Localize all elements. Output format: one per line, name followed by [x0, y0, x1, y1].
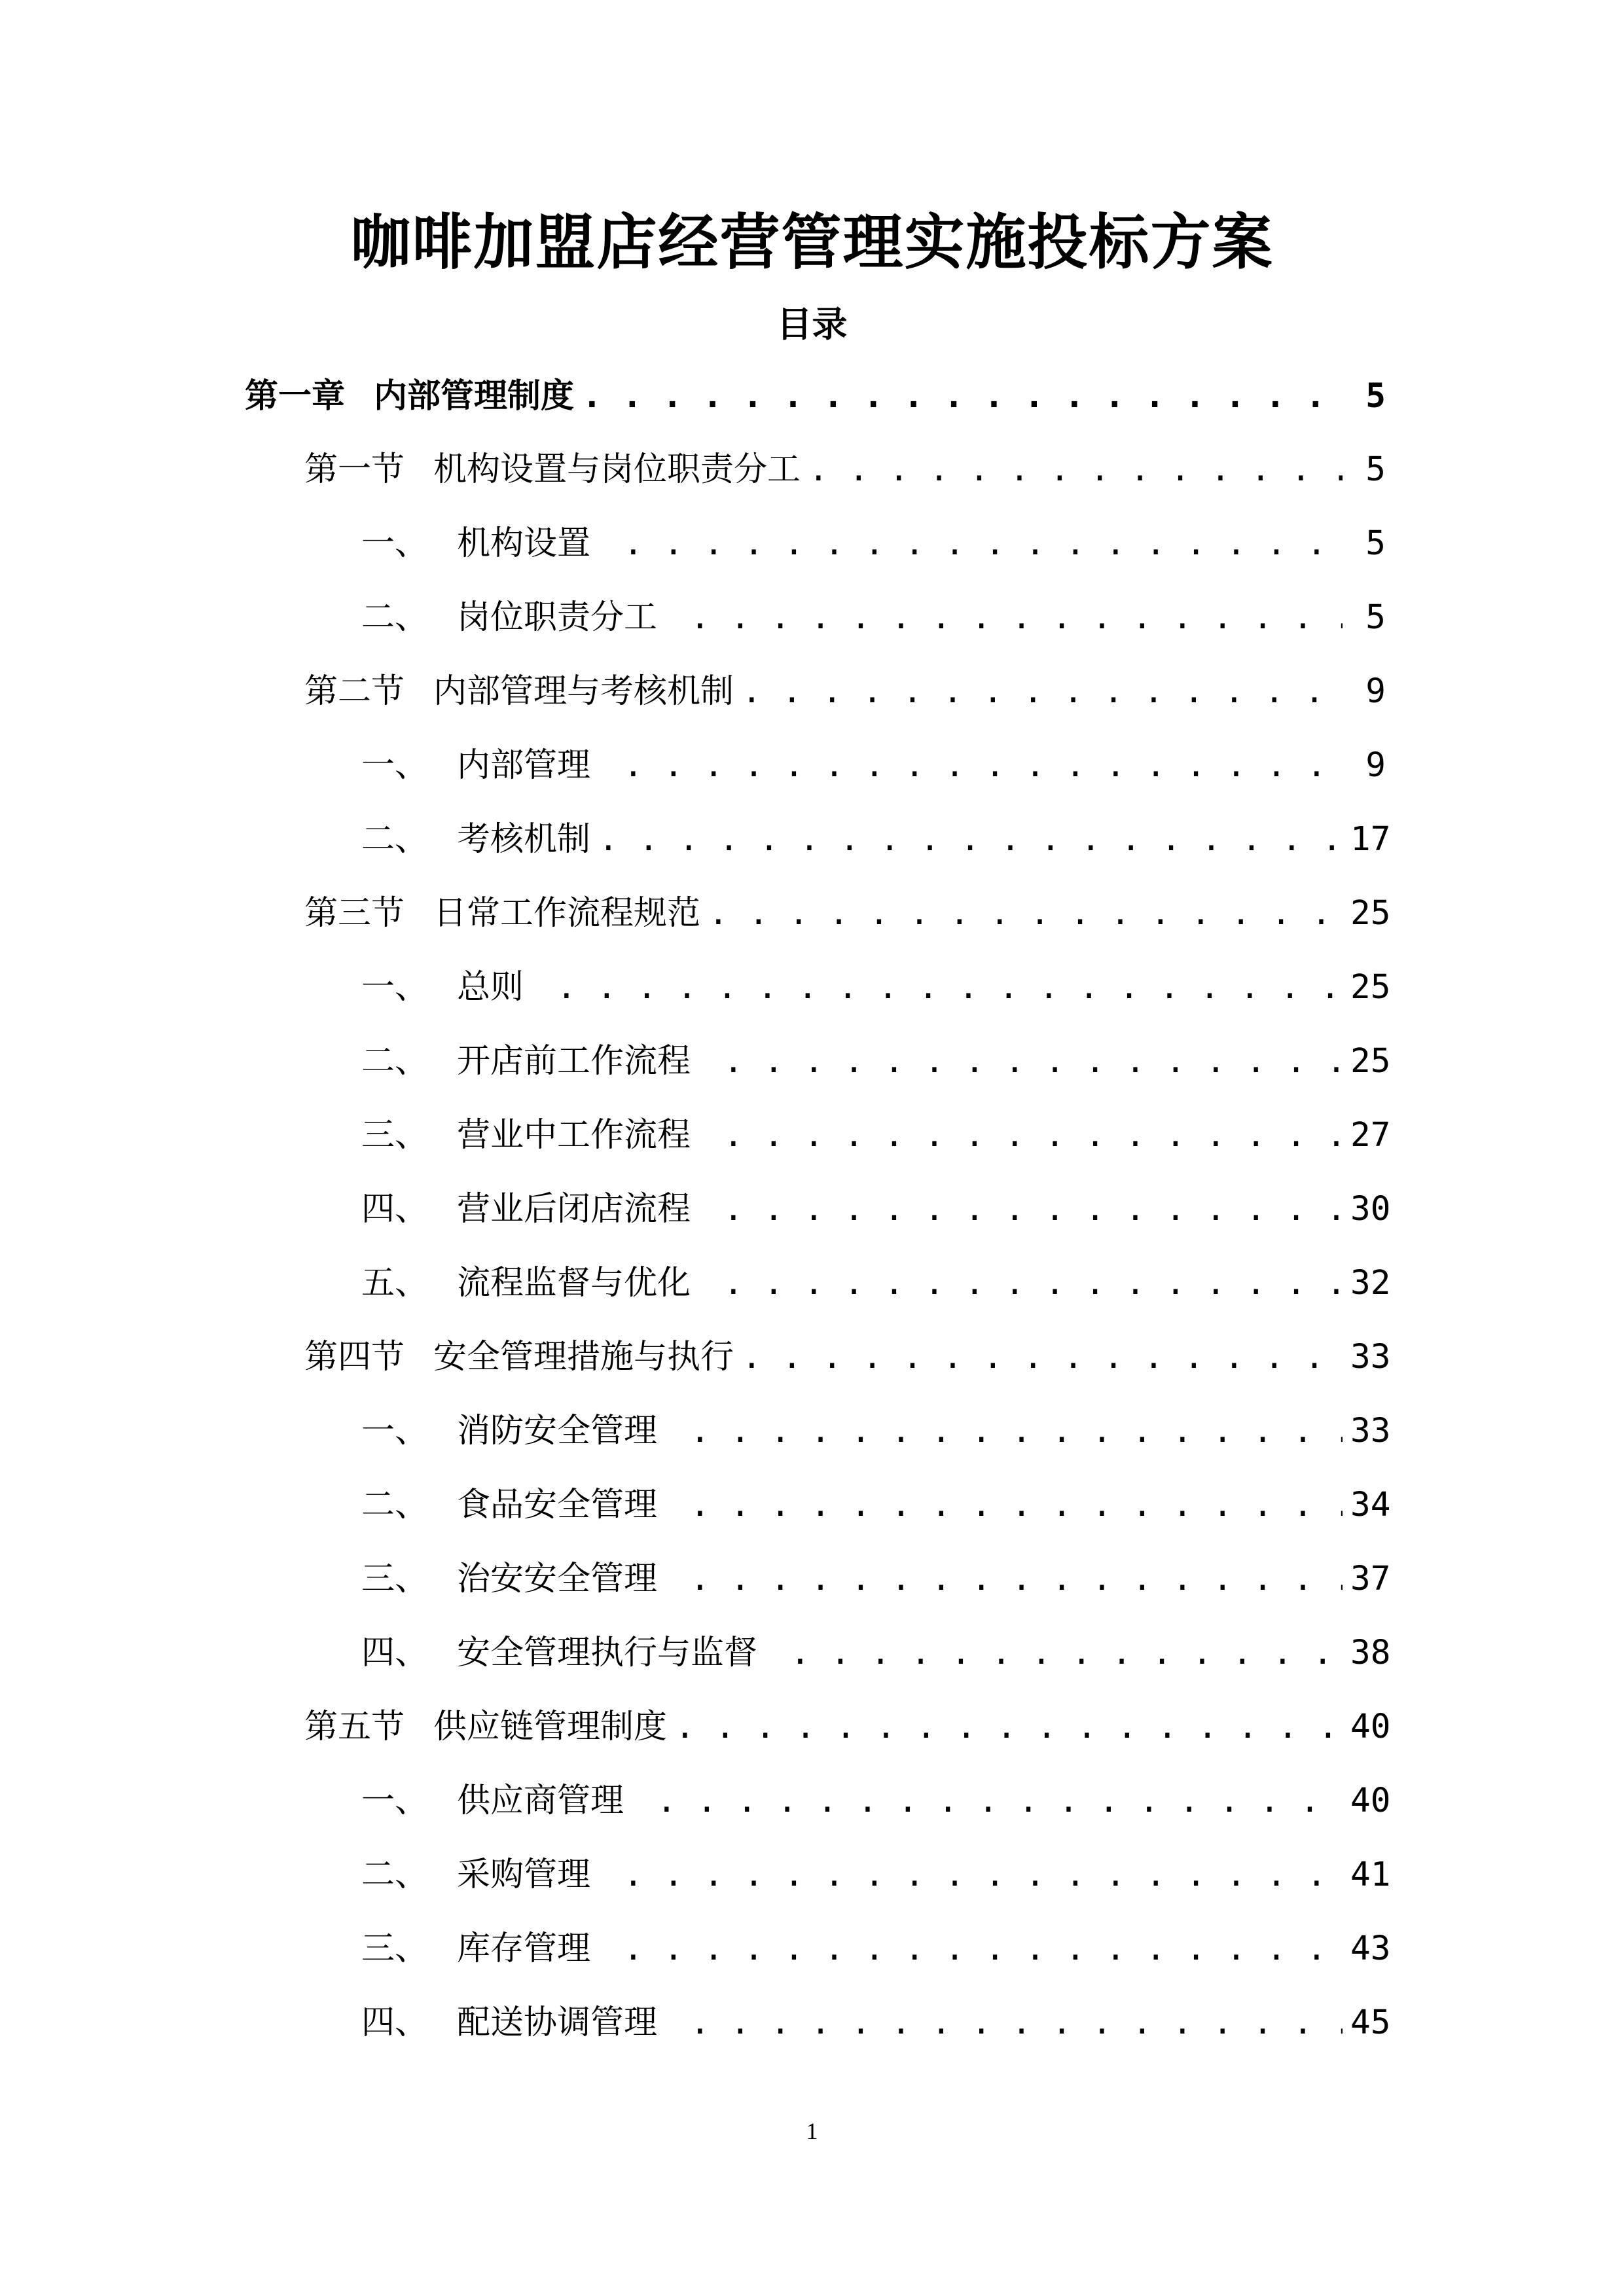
toc-entry-label: 安全管理措施与执行: [433, 1338, 734, 1376]
toc-entry-page: 5: [1365, 377, 1386, 416]
dot-leader: [556, 958, 1343, 1017]
dot-leader: [790, 1624, 1343, 1683]
toc-entry-label: 消防安全管理: [457, 1412, 658, 1450]
toc-entry-number: 三、: [361, 1929, 429, 1968]
toc-entry-page: 17: [1350, 820, 1391, 859]
toc-heading: 目录: [776, 303, 848, 345]
toc-entry-label: 采购管理: [457, 1856, 591, 1894]
toc-entry-number: 二、: [361, 1486, 429, 1524]
toc-entry[interactable]: [304, 1328, 1391, 1387]
toc-entry[interactable]: [304, 440, 1386, 499]
toc-entry-number: 三、: [361, 1116, 429, 1155]
toc-entry-label: 营业中工作流程: [457, 1116, 691, 1155]
toc-entry-label: 食品安全管理: [457, 1486, 658, 1524]
toc-entry[interactable]: [245, 367, 1386, 425]
toc-entry[interactable]: [361, 514, 1386, 573]
toc-entry-label: 岗位职责分工: [457, 598, 658, 637]
toc-entry-label: 供应链管理制度: [433, 1708, 668, 1746]
toc-entry-label: 安全管理执行与监督: [457, 1634, 758, 1672]
toc-entry-page: 5: [1365, 524, 1386, 563]
toc-entry[interactable]: [361, 1106, 1391, 1165]
toc-entry-number: 三、: [361, 1560, 429, 1598]
toc-entry-number: 一、: [361, 1412, 429, 1450]
toc-entry-page: 25: [1350, 894, 1391, 933]
toc-entry-page: 40: [1350, 1782, 1391, 1820]
toc-entry-label: 日常工作流程规范: [433, 894, 701, 933]
dot-leader: [582, 367, 1343, 426]
toc-entry[interactable]: [361, 810, 1391, 869]
dot-leader: [690, 1476, 1343, 1535]
dot-leader: [690, 1550, 1343, 1609]
toc-entry[interactable]: [361, 1476, 1391, 1535]
toc-entry-page: 33: [1350, 1412, 1391, 1450]
toc-entry-page: 5: [1365, 450, 1386, 489]
toc-entry-number: 一、: [361, 968, 429, 1007]
toc-entry-page: 43: [1350, 1929, 1391, 1968]
dot-leader: [808, 440, 1343, 499]
toc-entry-number: 一、: [361, 1782, 429, 1820]
toc-entry[interactable]: [361, 958, 1391, 1017]
toc-entry-label: 内部管理制度: [374, 376, 575, 416]
dot-leader: [723, 1032, 1343, 1091]
toc-entry[interactable]: [361, 1032, 1391, 1091]
toc-entry-page: 33: [1350, 1338, 1391, 1376]
toc-entry[interactable]: [361, 1254, 1391, 1313]
toc-entry-label: 营业后闭店流程: [457, 1190, 691, 1229]
toc-entry-label: 库存管理: [457, 1929, 591, 1968]
toc-entry-page: 37: [1350, 1560, 1391, 1598]
toc-entry-page: 5: [1365, 598, 1386, 637]
dot-leader: [623, 1846, 1343, 1905]
toc-entry-label: 机构设置: [457, 524, 591, 563]
dot-leader: [723, 1180, 1343, 1239]
toc-entry-label: 总则: [457, 968, 524, 1007]
toc-entry-page: 27: [1350, 1116, 1391, 1155]
dot-leader: [690, 1402, 1343, 1461]
toc-entry-number: 五、: [361, 1264, 429, 1302]
toc-entry-label: 内部管理与考核机制: [433, 672, 734, 711]
toc-entry-label: 治安安全管理: [457, 1560, 658, 1598]
toc-entry-number: 二、: [361, 820, 429, 859]
toc-entry-number: 一、: [361, 524, 429, 563]
dot-leader: [598, 810, 1343, 869]
toc-entry[interactable]: [361, 1920, 1391, 1979]
toc-entry-number: 二、: [361, 1856, 429, 1894]
toc-entry[interactable]: [361, 1772, 1391, 1831]
toc-entry-label: 流程监督与优化: [457, 1264, 691, 1302]
dot-leader: [657, 1772, 1343, 1831]
toc-entry-number: 第三节: [304, 894, 405, 933]
toc-entry[interactable]: [361, 1180, 1391, 1239]
toc-entry[interactable]: [361, 1550, 1391, 1609]
toc-entry[interactable]: [361, 1402, 1391, 1461]
toc-entry-number: 二、: [361, 598, 429, 637]
toc-entry[interactable]: [361, 1624, 1391, 1683]
toc-entry[interactable]: [304, 884, 1391, 943]
page-number: 1: [806, 2118, 818, 2144]
toc-entry-page: 32: [1350, 1264, 1391, 1302]
toc-entry-page: 45: [1350, 2003, 1391, 2042]
toc-entry[interactable]: [361, 1994, 1391, 2053]
toc-entry-page: 41: [1350, 1856, 1391, 1894]
toc-entry-number: 二、: [361, 1042, 429, 1081]
dot-leader: [723, 1106, 1343, 1165]
toc-entry[interactable]: [361, 588, 1386, 647]
toc-entry-label: 内部管理: [457, 746, 591, 785]
toc-entry-page: 38: [1350, 1634, 1391, 1672]
toc-entry-number: 第一章: [245, 376, 346, 416]
dot-leader: [623, 736, 1343, 795]
dot-leader: [690, 588, 1343, 647]
toc-entry[interactable]: [361, 736, 1386, 795]
dot-leader: [623, 514, 1343, 573]
toc-entry-page: 9: [1365, 746, 1386, 785]
dot-leader: [723, 1254, 1343, 1313]
toc-entry-page: 25: [1350, 1042, 1391, 1081]
toc-entry-number: 四、: [361, 1190, 429, 1229]
dot-leader: [623, 1920, 1343, 1979]
toc-entry-page: 30: [1350, 1190, 1391, 1229]
toc-entry-number: 四、: [361, 1634, 429, 1672]
toc-entry-label: 配送协调管理: [457, 2003, 658, 2042]
toc-entry-label: 开店前工作流程: [457, 1042, 691, 1081]
toc-entry-page: 34: [1350, 1486, 1391, 1524]
dot-leader: [690, 1994, 1343, 2053]
toc-entry-label: 考核机制: [457, 820, 591, 859]
toc-entry-label: 机构设置与岗位职责分工: [433, 450, 801, 489]
toc-entry-number: 第五节: [304, 1708, 405, 1746]
toc-entry[interactable]: [304, 1698, 1391, 1757]
toc-entry[interactable]: [361, 1846, 1391, 1905]
toc-entry-number: 第二节: [304, 672, 405, 711]
toc-entry-number: 四、: [361, 2003, 429, 2042]
toc-entry-page: 40: [1350, 1708, 1391, 1746]
dot-leader: [742, 662, 1343, 721]
toc-entry-page: 25: [1350, 968, 1391, 1007]
toc-entry[interactable]: [304, 662, 1386, 721]
toc-entry-number: 一、: [361, 746, 429, 785]
toc-entry-label: 供应商管理: [457, 1782, 624, 1820]
dot-leader: [675, 1698, 1343, 1757]
document-title: 咖啡加盟店经营管理实施投标方案: [350, 207, 1274, 278]
dot-leader: [708, 884, 1343, 943]
toc-entry-number: 第一节: [304, 450, 405, 489]
dot-leader: [742, 1328, 1343, 1387]
toc-entry-page: 9: [1365, 672, 1386, 711]
toc-entry-number: 第四节: [304, 1338, 405, 1376]
